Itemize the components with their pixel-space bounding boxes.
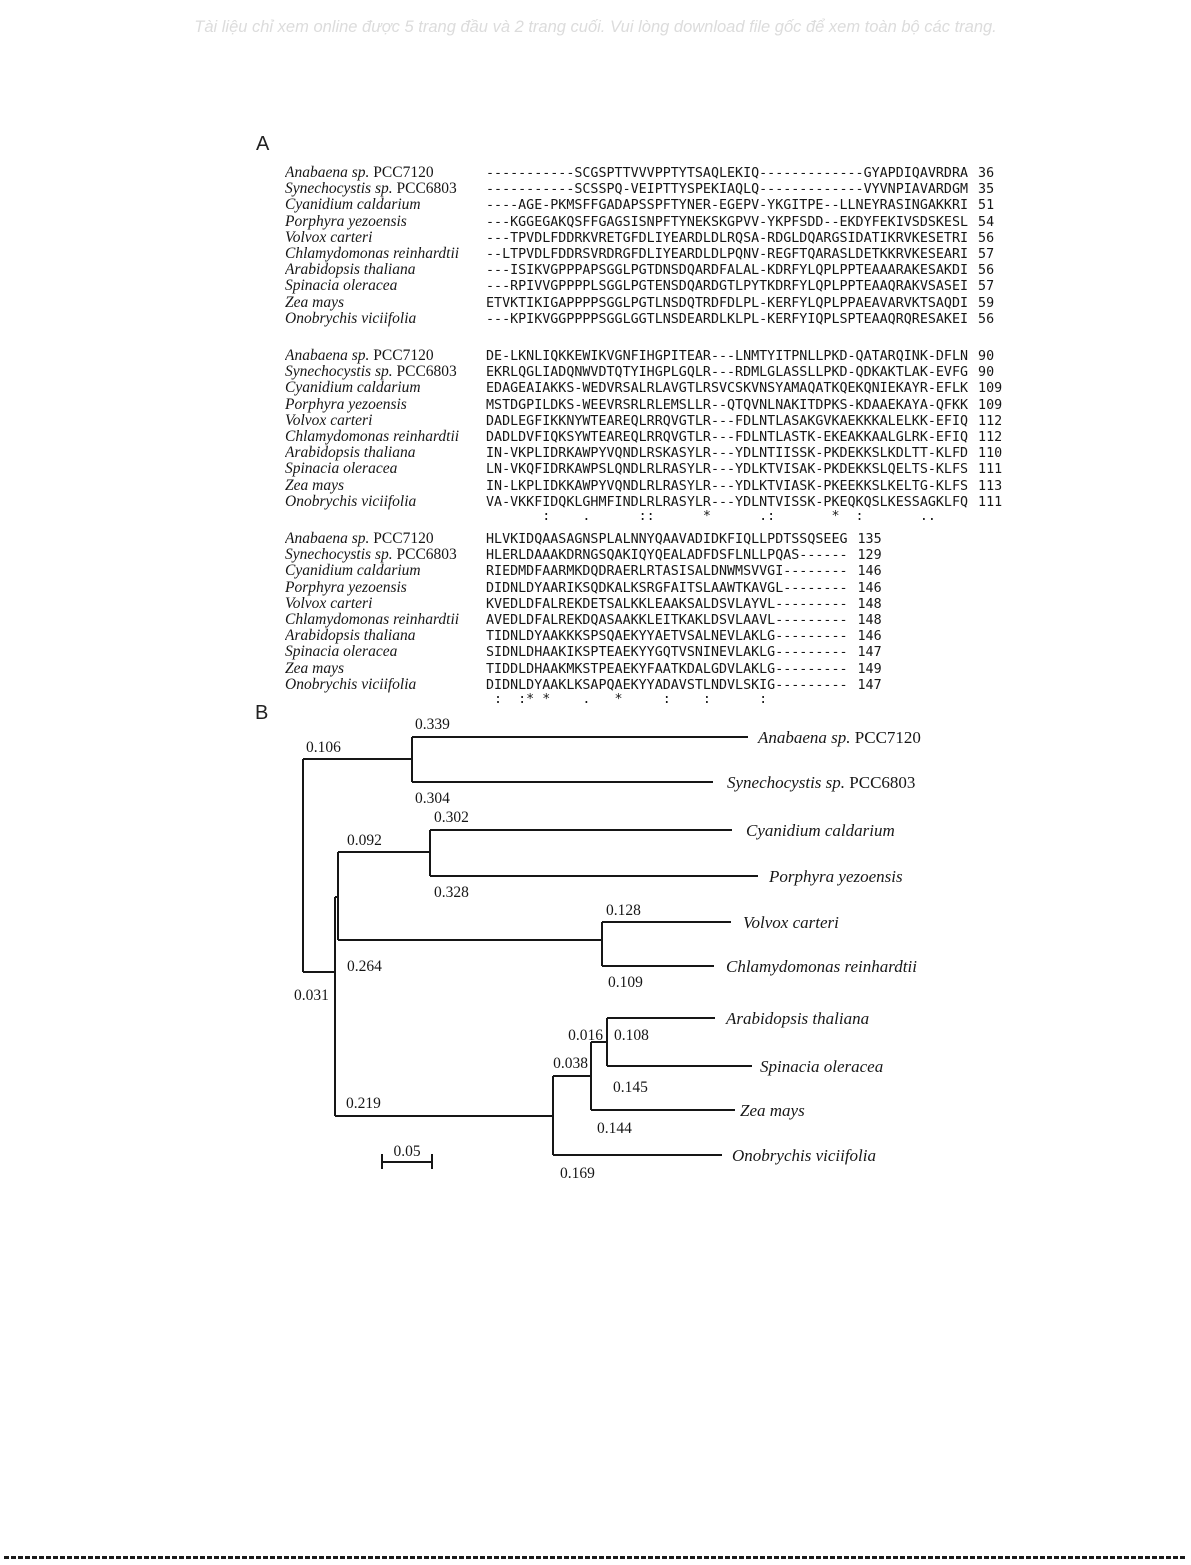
species-name-italic: Volvox carteri — [285, 228, 373, 246]
taxon-label-italic: Cyanidium caldarium — [746, 821, 895, 840]
taxon-label-italic: Arabidopsis thaliana — [726, 1009, 870, 1028]
taxon-label-italic: Zea mays — [740, 1101, 805, 1120]
sequence-text: HLVKIDQAASAGNSPLALNNYQAAVADIDKFIQLLPDTSSQSEEG — [486, 532, 848, 547]
scale-bar-label: 0.05 — [393, 1143, 421, 1160]
species-name-italic: Porphyra yezoensis — [285, 578, 407, 596]
branch-length-label: 0.339 — [415, 716, 450, 733]
sequence-text: ---TPVDLFDDRKVRETGFDLIYEARDLDLRQSA-RDGLDQARGSIDATIKRVKESETRI — [486, 230, 969, 246]
sequence-text: EDAGEAIAKKS-WEDVRSALRLAVGTLRSVCSKVNSYAMAQATKQEKQNIEKAYR-EFLK — [486, 381, 969, 397]
sequence-text: ----AGE-PKMSFFGADAPSSPFTYNER-EGEPV-YKGITPE--LLNEYRASINGAKKRI — [486, 198, 969, 214]
taxon-label-italic: Onobrychis viciifolia — [732, 1146, 877, 1165]
page-bottom-dashed-line — [4, 1556, 1187, 1559]
sequence-text: HLERLDAAAKDRNGSQAKIQYQEALADFDSFLNLLPQAS------ — [486, 548, 848, 564]
species-name-italic: Spinacia oleracea — [285, 460, 398, 478]
residue-number: 113 — [978, 478, 1003, 494]
branch-length-label: 0.144 — [597, 1120, 632, 1137]
sequence-text: MSTDGPILDKS-WEEVRSRLRLEMSLLR--QTQVNLNAKITDPKS-KDAAEKAYA-QFKK — [486, 397, 969, 413]
residue-number: 147 — [857, 677, 882, 693]
taxon-label — [746, 821, 895, 840]
branch-length-label: 0.264 — [347, 958, 382, 975]
species-name-roman: PCC7120 — [369, 530, 434, 547]
sequence-text: DE-LKNLIQKKEWIKVGNFIHGPITEAR---LNMTYITPNLLPKD-QATARQINK-DFLN — [486, 349, 969, 364]
taxon-label-italic: Anabaena sp. — [758, 728, 851, 747]
residue-number: 56 — [978, 230, 995, 246]
species-name-italic: Zea mays — [285, 476, 344, 494]
branch-length-label: 0.092 — [347, 832, 382, 849]
sequence-text: LN-VKQFIDRKAWPSLQNDLRLRASYLR---YDLKTVISAK-PKDEKKSLQELTS-KLFS — [486, 462, 969, 478]
branch-length-label: 0.108 — [614, 1027, 649, 1044]
sequence-text: IN-LKPLIDKKAWPYVQNDLRLRASYLR---YDLKTVIASK-PKEEKKSLKELTG-KLFS — [486, 478, 969, 494]
branch-length-label: 0.038 — [553, 1055, 588, 1072]
species-name-italic: Anabaena sp. — [285, 164, 370, 181]
residue-number: 146 — [857, 564, 882, 580]
residue-number: 90 — [978, 365, 995, 381]
panel-b-label: B — [255, 702, 269, 724]
species-name-italic: Synechocystis sp. — [285, 546, 393, 564]
residue-number: 36 — [978, 166, 995, 181]
branch-length-label: 0.328 — [434, 884, 469, 901]
residue-number: 146 — [857, 629, 882, 645]
species-name-italic: Spinacia oleracea — [285, 277, 398, 295]
taxon-label — [757, 728, 921, 747]
taxon-label — [740, 1101, 805, 1120]
residue-number: 57 — [978, 246, 995, 262]
branch-length-label: 0.031 — [294, 987, 329, 1004]
taxon-label-roman: PCC6803 — [845, 773, 916, 792]
taxon-label-italic: Porphyra yezoensis — [769, 867, 903, 886]
taxon-label — [732, 1146, 876, 1165]
species-name-roman: PCC7120 — [369, 164, 434, 181]
taxon-label-italic: Synechocystis sp. — [727, 773, 846, 792]
branch-length-label: 0.109 — [608, 974, 643, 991]
sequence-text: AVEDLDFALREKDQASAAKKLEITKAKLDSVLAAVL--------- — [486, 612, 848, 628]
residue-number: 54 — [978, 214, 995, 230]
branch-length-label: 0.106 — [306, 739, 341, 756]
residue-number: 59 — [978, 295, 995, 311]
branch-length-label: 0.016 — [568, 1027, 603, 1044]
species-name-italic: Arabidopsis thaliana — [285, 444, 416, 462]
residue-number: 56 — [978, 263, 995, 279]
species-name-italic: Arabidopsis thaliana — [285, 627, 416, 645]
sequence-text: --LTPVDLFDDRSVRDRGFDLIYEARDLDLPQNV-REGFTQARASLDETKKRVKESEARI — [486, 246, 969, 262]
species-name-italic: Zea mays — [285, 293, 344, 311]
residue-number: 112 — [978, 429, 1003, 445]
species-name-italic: Chlamydomonas reinhardtii — [285, 244, 460, 262]
residue-number: 112 — [978, 413, 1003, 429]
consensus-symbols: : :* * . * : : : — [486, 691, 768, 707]
sequence-text: -----------SCGSPTTVVVPPTYTSAQLEKIQ-------------GYAPDIQAVRDRA — [486, 166, 969, 181]
residue-number: 51 — [978, 198, 995, 214]
branch-length-label: 0.219 — [346, 1095, 381, 1112]
residue-number: 109 — [978, 397, 1003, 413]
sequence-text: EKRLQGLIADQNWVDTQTYIHGPLGQLR---RDMLGLASSLLPKD-QDKAKTLAK-EVFG — [486, 365, 969, 381]
species-name-italic: Volvox carteri — [285, 411, 373, 429]
sequence-text: VA-VKKFIDQKLGHMFINDLRLRASYLR---YDLNTVISSK-PKEQKQSLKESSAGKLFQ — [486, 494, 969, 510]
sequence-text: SIDNLDHAAKIKSPTEAEKYYGQTVSNINEVLAKLG--------- — [486, 645, 848, 661]
residue-number: 109 — [978, 381, 1003, 397]
species-name-italic: Cyanidium caldarium — [285, 562, 421, 580]
species-name-italic: Onobrychis viciifolia — [285, 309, 417, 327]
species-name-italic: Anabaena sp. — [285, 347, 370, 364]
species-name-roman: PCC6803 — [392, 363, 457, 381]
species-name-italic: Chlamydomonas reinhardtii — [285, 610, 460, 628]
taxon-label — [743, 913, 839, 932]
species-name-italic: Synechocystis sp. — [285, 363, 393, 381]
species-name-italic: Cyanidium caldarium — [285, 379, 421, 397]
sequence-text: ETVKTIKIGAPPPPSGGLPGTLNSDQTRDFDLPL-KERFYLQPLPPAEAVARVKTSAQDI — [486, 295, 969, 311]
species-name-italic: Arabidopsis thaliana — [285, 261, 416, 279]
sequence-text: TIDNLDYAAKKKSPSQAEKYYAETVSALNEVLAKLG--------- — [486, 629, 848, 645]
species-name-italic: Zea mays — [285, 659, 344, 677]
sequence-text: DIDNLDYAARIKSQDKALKSRGFAITSLAAWTKAVGL-------- — [486, 580, 848, 596]
residue-number: 35 — [978, 182, 995, 198]
species-name-italic: Spinacia oleracea — [285, 643, 398, 661]
residue-number: 90 — [978, 349, 995, 364]
sequence-text: DADLDVFIQKSYWTEAREQLRRQVGTLR---FDLNTLASTK-EKEAKKAALGLRK-EFIQ — [486, 429, 969, 445]
species-name-italic: Onobrychis viciifolia — [285, 675, 417, 693]
species-name-roman: PCC6803 — [392, 546, 457, 564]
sequence-text: ---RPIVVGPPPPLSGGLPGTENSDQARDGTLPYTKDRFYLQPLPPTEAAQRAKVSASEI — [486, 279, 969, 295]
sequence-text: KVEDLDFALREKDETSALKKLEAAKSALDSVLAYVL--------- — [486, 596, 848, 612]
taxon-label — [726, 957, 917, 976]
residue-number: 111 — [978, 494, 1003, 510]
residue-number: 148 — [857, 612, 882, 628]
species-name-italic: Synechocystis sp. — [285, 180, 393, 198]
species-name-italic: Chlamydomonas reinhardtii — [285, 427, 460, 445]
sequence-text: -----------SCSSPQ-VEIPTTYSPEKIAQLQ-------------VYVNPIAVARDGM — [486, 182, 969, 198]
sequence-text: TIDDLDHAAKMKSTPEAEKYFAATKDALGDVLAKLG--------- — [486, 661, 848, 677]
sequence-text: DIDNLDYAAKLKSAPQAEKYYADAVSTLNDVLSKIG--------- — [486, 677, 848, 693]
taxon-label-italic: Spinacia oleracea — [760, 1057, 884, 1076]
sequence-text: DADLEGFIKKNYWTEAREQLRRQVGTLR---FDLNTLASAKGVKAEKKKALELKK-EFIQ — [486, 413, 969, 429]
species-name-italic: Porphyra yezoensis — [285, 212, 407, 230]
sequence-text: IN-VKPLIDRKAWPYVQNDLRSKASYLR---YDLNTIISSK-PKDEKKSLKDLTT-KLFD — [486, 446, 969, 462]
species-name-italic: Porphyra yezoensis — [285, 395, 407, 413]
residue-number: 57 — [978, 279, 995, 295]
watermark-text: Tài liệu chỉ xem online được 5 trang đầu và 2 trang cuối. Vui lòng download file gốc để xem toàn bộ các trang. — [194, 18, 997, 36]
branch-length-label: 0.128 — [606, 902, 641, 919]
residue-number: 148 — [857, 596, 882, 612]
panel-a-label: A — [256, 133, 270, 155]
species-name-roman: PCC7120 — [369, 347, 434, 364]
taxon-label-italic: Volvox carteri — [743, 913, 839, 932]
residue-number: 146 — [857, 580, 882, 596]
branch-length-label: 0.169 — [560, 1165, 595, 1182]
taxon-label-roman: PCC7120 — [850, 728, 921, 747]
sequence-text: ---ISIKVGPPPAPSGGLPGTDNSDQARDFALAL-KDRFYLQPLPPTEAAARAKESAKDI — [486, 263, 969, 279]
taxon-label — [768, 867, 903, 886]
species-name-italic: Cyanidium caldarium — [285, 196, 421, 214]
sequence-text: ---KGGEGAKQSFFGAGSISNPFTYNEKSKGPVV-YKPFSDD--EKDYFEKIVSDSKESL — [486, 214, 969, 230]
species-name-italic: Onobrychis viciifolia — [285, 492, 417, 510]
consensus-symbols: : . :: * .: * : .. — [486, 508, 936, 524]
sequence-text: ---KPIKVGGPPPPSGGLGGTLNSDEARDLKLPL-KERFYIQPLSPTEAAQRQRESAKEI — [486, 311, 969, 327]
residue-number: 56 — [978, 311, 995, 327]
branch-length-label: 0.304 — [415, 790, 450, 807]
residue-number: 135 — [857, 532, 882, 547]
branch-length-label: 0.302 — [434, 809, 469, 826]
taxon-label — [725, 1009, 869, 1028]
branch-length-label: 0.145 — [613, 1079, 648, 1096]
residue-number: 129 — [857, 548, 882, 564]
species-name-italic: Anabaena sp. — [285, 530, 370, 547]
residue-number: 149 — [857, 661, 882, 677]
taxon-label-italic: Chlamydomonas reinhardtii — [726, 957, 917, 976]
residue-number: 110 — [978, 446, 1003, 462]
sequence-text: RIEDMDFAARMKDQDRAERLRTASISALDNWMSVVGI-------- — [486, 564, 848, 580]
residue-number: 111 — [978, 462, 1003, 478]
species-name-roman: PCC6803 — [392, 180, 457, 198]
residue-number: 147 — [857, 645, 882, 661]
taxon-label — [760, 1057, 883, 1076]
species-name-italic: Volvox carteri — [285, 594, 373, 612]
taxon-label — [727, 773, 915, 792]
